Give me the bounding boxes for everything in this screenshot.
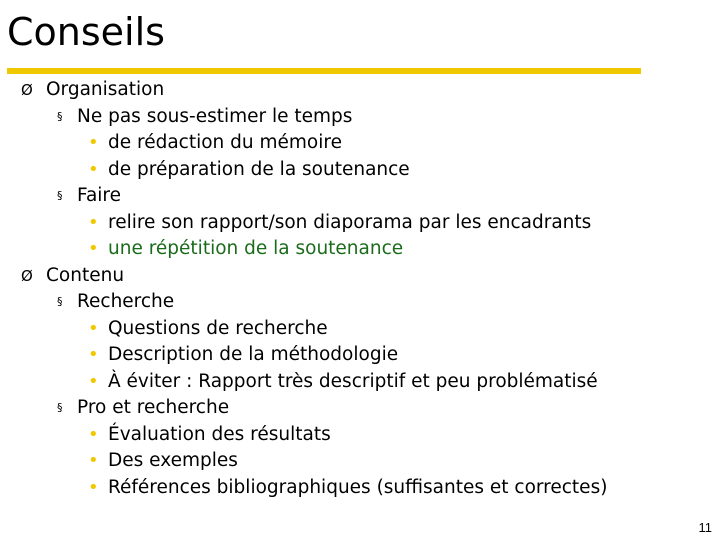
list-item-text: de rédaction du mémoire <box>108 132 342 153</box>
list-item-text: Pro et recherche <box>77 397 230 418</box>
list-item-text: de préparation de la soutenance <box>108 158 410 180</box>
list-item-text: Des exemples <box>108 450 238 471</box>
dot-bullet-icon: • <box>88 423 99 445</box>
list-item <box>0 395 720 422</box>
dot-bullet-icon: • <box>88 211 99 233</box>
list-item <box>0 369 720 396</box>
dot-bullet-icon: • <box>88 158 99 180</box>
list-item <box>0 263 720 290</box>
list-item <box>0 342 720 369</box>
square-bullet-icon: § <box>57 295 63 308</box>
list-item-text: Questions de recherche <box>108 317 328 339</box>
list-item <box>0 104 720 131</box>
page-number: 11 <box>698 520 712 535</box>
list-item-text: Contenu <box>46 264 125 286</box>
square-bullet-icon: § <box>57 401 63 414</box>
list-item-text: Références bibliographiques (suffisantes et correctes) <box>108 476 608 498</box>
list-item <box>0 422 720 449</box>
list-item <box>0 289 720 316</box>
list-item <box>0 77 720 104</box>
arrow-bullet-icon: Ø <box>21 81 33 99</box>
list-item <box>0 157 720 184</box>
list-item-text: relire son rapport/son diaporama par les encadrants <box>108 211 592 233</box>
list-item <box>0 236 720 263</box>
dot-bullet-icon: • <box>88 450 99 471</box>
list-item-text: Organisation <box>46 79 165 100</box>
list-item-text: Recherche <box>77 291 175 312</box>
list-item <box>0 183 720 210</box>
list-item <box>0 210 720 237</box>
dot-bullet-icon: • <box>88 344 99 365</box>
square-bullet-icon: § <box>57 109 63 123</box>
bullet-list <box>0 77 720 501</box>
list-item <box>0 448 720 475</box>
dot-bullet-icon: • <box>88 317 99 339</box>
dot-bullet-icon: • <box>88 132 99 153</box>
list-item-text: Évaluation des résultats <box>108 423 331 445</box>
list-item-text: Ne pas sous-estimer le temps <box>77 105 353 127</box>
dot-bullet-icon: • <box>88 370 99 392</box>
list-item-text: une répétition de la soutenance <box>108 238 404 259</box>
dot-bullet-icon: • <box>88 476 99 498</box>
list-item-text: À éviter : Rapport très descriptif et peu problématisé <box>108 370 598 392</box>
list-item <box>0 475 720 502</box>
dot-bullet-icon: • <box>88 238 99 259</box>
list-item <box>0 316 720 343</box>
slide-title: Conseils <box>7 10 165 54</box>
title-underline <box>7 68 641 74</box>
list-item-text: Description de la méthodologie <box>108 344 399 365</box>
list-item-text: Faire <box>77 185 122 206</box>
arrow-bullet-icon: Ø <box>21 266 33 285</box>
list-item <box>0 130 720 157</box>
square-bullet-icon: § <box>57 189 63 202</box>
